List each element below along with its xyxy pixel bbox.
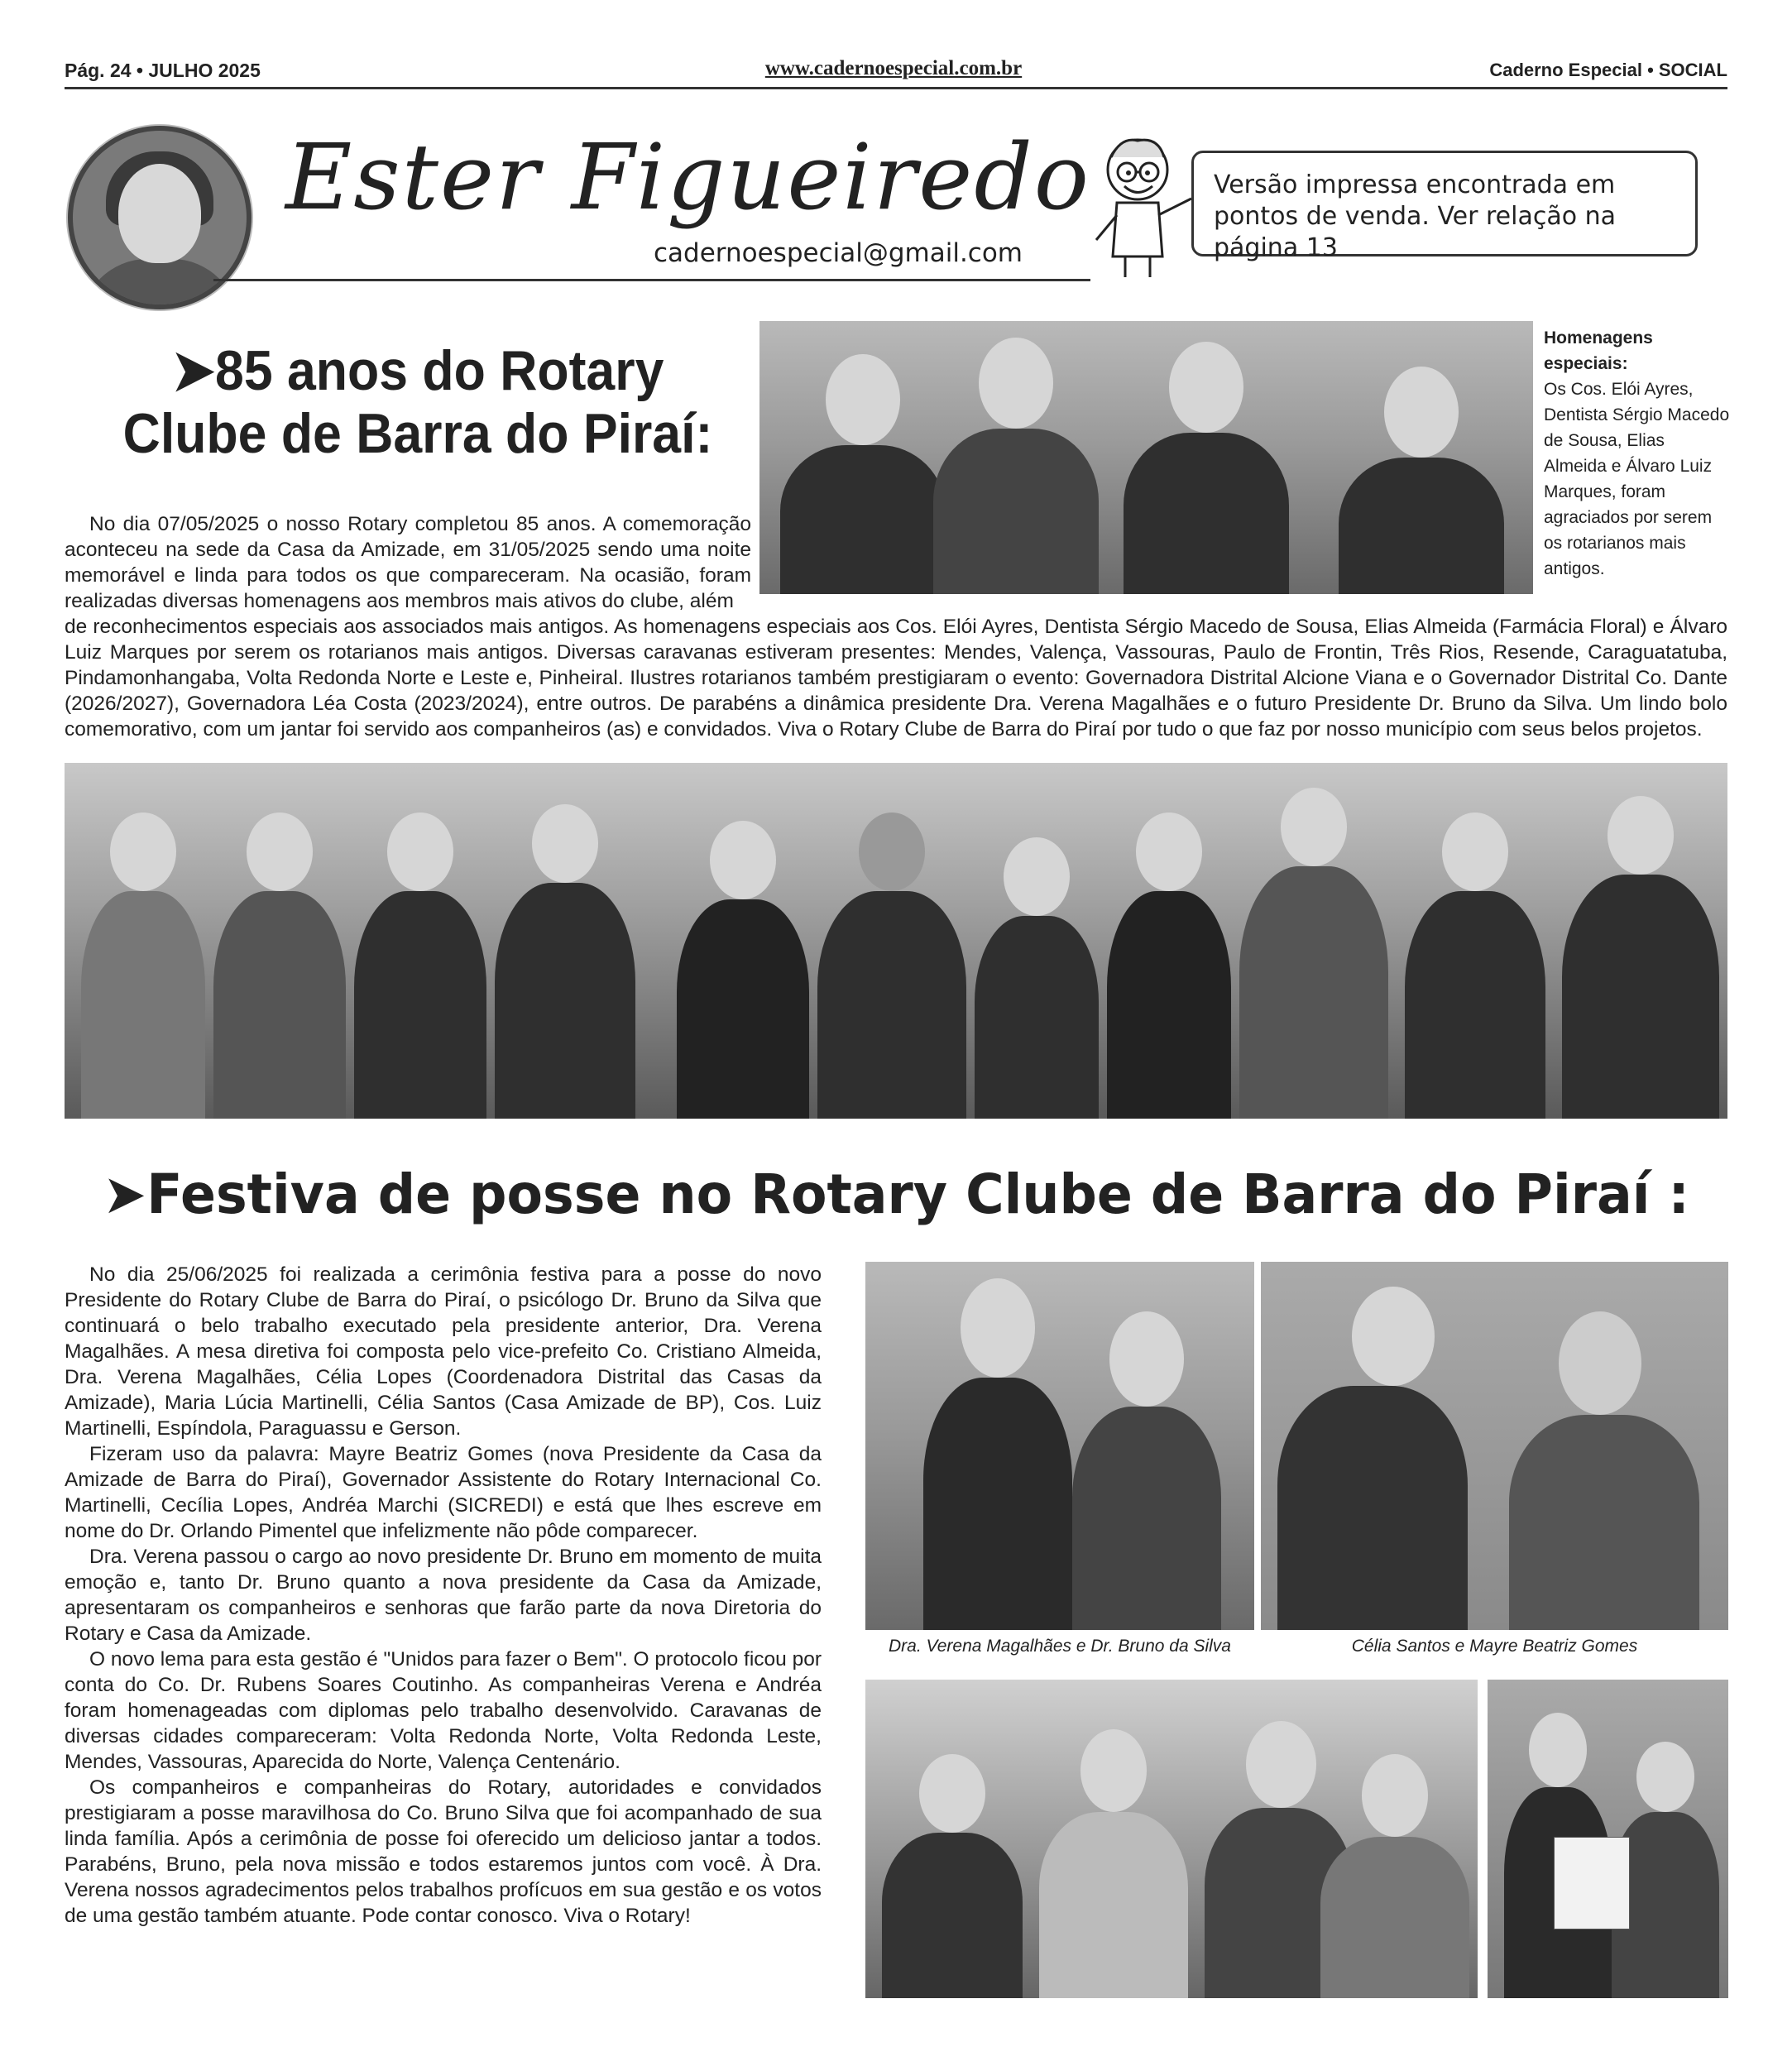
celebration-photo: [65, 763, 1727, 1119]
honorees-photo: [759, 321, 1533, 594]
honorees-caption-body: Os Cos. Elói Ayres, Dentista Sérgio Macedo de Sousa, Elias Almeida e Álvaro Luiz Marques, foram agraciados por serem os rotarianos mais antigos.: [1544, 380, 1730, 578]
verena-bruno-caption: Dra. Verena Magalhães e Dr. Bruno da Silva: [889, 1637, 1231, 1656]
article2-headline-text: Festiva de posse no Rotary Clube de Barra do Piraí :: [146, 1162, 1689, 1226]
certificate-photo: [1488, 1680, 1728, 1998]
section-label: Caderno Especial • SOCIAL: [1489, 60, 1727, 80]
article1-body-intro: [65, 511, 751, 614]
page-number-date: Pág. 24 • JULHO 2025: [65, 60, 261, 81]
article1-body-rest: [65, 614, 1727, 742]
verena-bruno-photo: [865, 1262, 1254, 1630]
article1-paragraph-intro: No dia 07/05/2025 o nosso Rotary completou 85 anos. A comemoração aconteceu na sede da Casa da Amizade, em 31/05/2025 sendo uma noite memorável e linda para todos os que compareceram. Na ocasião, foram realizadas diversas homenagens aos membros mais ativos do clube, além: [65, 513, 751, 612]
article2-paragraph-3: Dra. Verena passou o cargo ao novo presidente Dr. Bruno em momento de muita emoção e, tanto Dr. Bruno quanto a nova presidente da Casa da Amizade, apresentaram os companheiros e senhoras que farão parte da nova Diretoria do Rotary e Casa da Amizade.: [65, 1546, 822, 1645]
arrowhead-icon: ➤: [103, 1162, 147, 1226]
arrowhead-icon: ➤: [171, 339, 216, 402]
cartoon-boy-pointing-icon: [1088, 132, 1200, 281]
article2-headline: [98, 1162, 1694, 1226]
celia-mayre-caption: Célia Santos e Mayre Beatriz Gomes: [1351, 1637, 1638, 1656]
article2-body: [65, 1262, 822, 1929]
honorees-caption-title: Homenagens especiais:: [1544, 328, 1653, 373]
print-edition-notice: Versão impressa encontrada em pontos de venda. Ver relação na página 13: [1191, 151, 1698, 256]
article1-headline: [106, 339, 730, 465]
article1-headline-line1: 85 anos do Rotary: [215, 339, 664, 402]
article2-paragraph-2: Fizeram uso da palavra: Mayre Beatriz Gomes (nova Presidente da Casa da Amizade de Barra do Piraí), Governador Assistente do Rotary Internacional Co. Martinelli, Cecília Lopes, Andréa Marchi (SICREDI) e está que lhes escreve em nome do Dr. Orlando Pimentel que infelizmente não pôde comparecer.: [65, 1443, 822, 1542]
columnist-portrait: [68, 126, 252, 309]
columnist-name: Ester Figueiredo: [285, 124, 1090, 230]
celia-mayre-photo: [1261, 1262, 1728, 1630]
banner-rule: [213, 279, 1090, 281]
honorees-caption: [1544, 325, 1730, 582]
article1-paragraph-rest: de reconhecimentos especiais aos associados mais antigos. As homenagens especiais aos Cos. Elói Ayres, Dentista Sérgio Macedo de Sousa, Elias Almeida (Farmácia Floral) e Álvaro Luiz Marques por serem os rotarianos mais antigos. Diversas caravanas estiveram presentes: Mendes, Valença, Vassouras, Paulo de Frontin, Três Rios, Resende, Caraguatatuba, Pindamonhangaba, Volta Redonda Norte e Leste e, Pinheiral. Ilustres rotarianos também prestigiaram o evento: Governadora Distrital Alcione Viana e o Governador Distrital Co. Dante (2026/2027), Governadora Léa Costa (2023/2024), entre outros. De parabéns a dinâmica presidente Dra. Verena Magalhães e o futuro Presidente Dr. Bruno da Silva. Um lindo bolo comemorativo, com um jantar foi servido aos companheiros (as) e convidados. Viva o Rotary Clube de Barra do Piraí por tudo o que faz por nosso município com seus belos projetos.: [65, 616, 1727, 741]
article2-paragraph-4: O novo lema para esta gestão é "Unidos para fazer o Bem". O protocolo ficou por conta do Co. Dr. Rubens Soares Coutinho. As companheiras Verena e Andréa foram homenageadas com diplomas pelo trabalho desenvolvido. Caravanas de diversas cidades compareceram: Volta Redonda Norte, Volta Redonda Leste, Mendes, Vassouras, Aparecida do Norte, Valença Centenário.: [65, 1648, 822, 1773]
article2-paragraph-1: No dia 25/06/2025 foi realizada a cerimônia festiva para a posse do novo Presidente do Rotary Clube de Barra do Piraí, o psicólogo Dr. Bruno da Silva que continuará o belo trabalho executado pela presidente anterior, Dra. Verena Magalhães. A mesa diretiva foi composta pelo vice-prefeito Co. Cristiano Almeida, Dra. Verena Magalhães, Célia Lopes (Coordenadora Distrital das Casas da Amizade), Maria Lúcia Martinelli, Célia Santos (Casa Amizade de BP), Cos. Luiz Martinelli, Espíndola, Paraguassu e Gerson.: [65, 1263, 822, 1440]
article2-paragraph-5: Os companheiros e companheiras do Rotary, autoridades e convidados prestigiaram a posse maravilhosa do Co. Bruno Silva que foi acompanhado de sua linda família. Após a cerimônia de posse foi oferecido um delicioso jantar a todos. Parabéns, Bruno, pela nova missão e todos estaremos juntos com você. À Dra. Verena nossos agradecimentos pelos trabalhos profícuos em sua gestão e os votos de uma gestão também atuante. Pode contar conosco. Viva o Rotary!: [65, 1776, 822, 1927]
article1-headline-line2: Clube de Barra do Piraí:: [122, 402, 713, 465]
header-rule: [65, 87, 1727, 89]
dinner-table-photo: [865, 1680, 1478, 1998]
columnist-email[interactable]: cadernoespecial@gmail.com: [654, 238, 1023, 268]
website-link[interactable]: www.cadernoespecial.com.br: [764, 57, 1023, 79]
